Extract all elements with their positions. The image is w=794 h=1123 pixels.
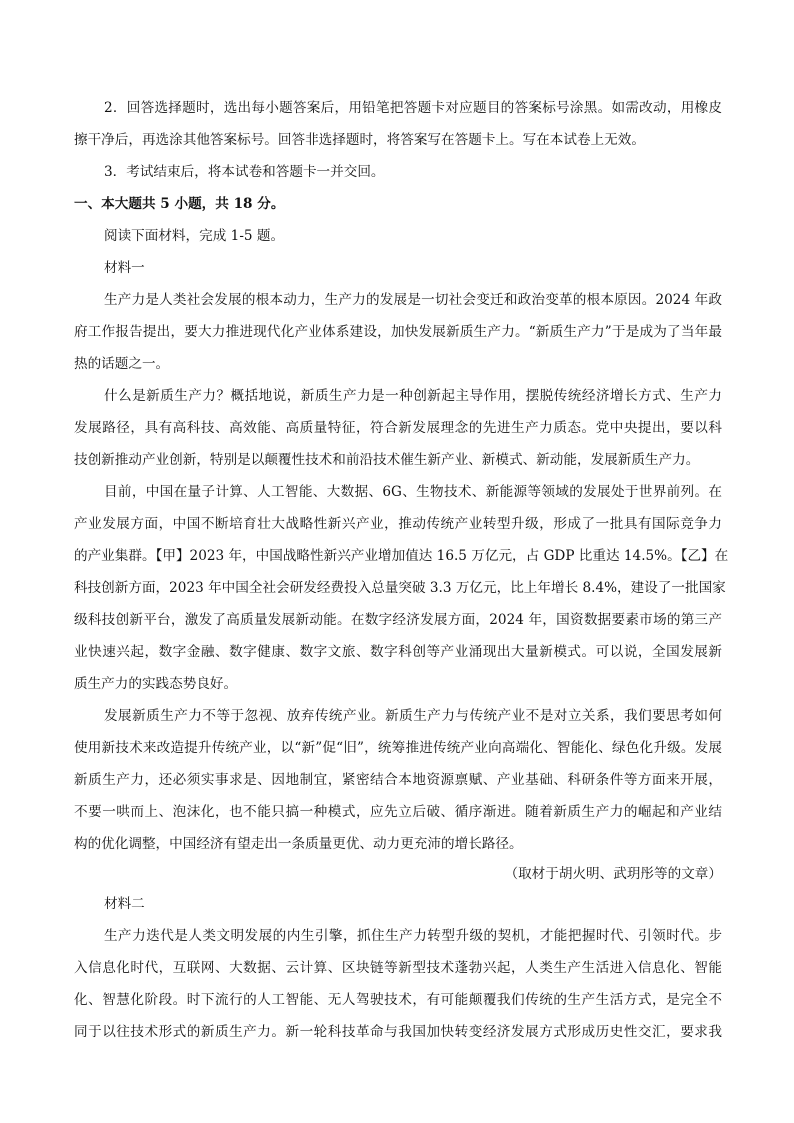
paragraph-line: 使用新技术来改造提升传统产业，以“新”促“旧”，统筹推进传统产业向高端化、智能化、绿色化升级。发展 xyxy=(74,740,722,756)
paragraph-line: 技创新推动产业创新，特别是以颠覆性技术和前沿技术催生新产业、新模式、新动能，发展新质生产力。 xyxy=(74,452,700,468)
paragraph-line: 业快速兴起，数字金融、数字健康、数字文旅、数字科创等产业涌现出大量新模式。可以说，全国发展新 xyxy=(74,644,722,660)
instruction-item-2-line-1: 2．回答选择题时，选出每小题答案后，用铅笔把答题卡对应题目的答案标号涂黑。如需改动，用橡皮 xyxy=(104,100,722,116)
paragraph-line: 不要一哄而上、泡沫化，也不能只搞一种模式，应先立后破、循序渐进。随着新质生产力的崛起和产业结 xyxy=(74,804,722,820)
paragraph-line: 府工作报告提出，要大力推进现代化产业体系建设，加快发展新质生产力。“新质生产力”于是成为了当年最 xyxy=(74,324,722,340)
paragraph-line: 生产力是人类社会发展的根本动力，生产力的发展是一切社会变迁和政治变革的根本原因。2024 年政 xyxy=(104,292,722,308)
material-two-label: 材料二 xyxy=(104,896,145,912)
paragraph-line: 质生产力的实践态势良好。 xyxy=(74,676,238,692)
paragraph-line: 发展新质生产力不等于忽视、放弃传统产业。新质生产力与传统产业不是对立关系，我们要思考如何 xyxy=(104,708,722,724)
paragraph-line: 生产力迭代是人类文明发展的内生引擎，抓住生产力转型升级的契机，才能把握时代、引领时代。步 xyxy=(104,928,722,944)
material-one-source: （取材于胡火明、武玥彤等的文章） xyxy=(504,866,722,882)
section-heading: 一、本大题共 5 小题，共 18 分。 xyxy=(74,196,285,212)
paragraph-line: 热的话题之一。 xyxy=(74,356,170,372)
reading-prompt: 阅读下面材料，完成 1-5 题。 xyxy=(104,228,285,244)
paragraph-line: 目前，中国在量子计算、人工智能、大数据、6G、生物技术、新能源等领域的发展处于世界前列。在 xyxy=(104,484,722,500)
paragraph-line: 新质生产力，还必须实事求是、因地制宜，紧密结合本地资源禀赋、产业基础、科研条件等方面来开展， xyxy=(74,772,722,788)
paragraph-line: 的产业集群。【甲】2023 年，中国战略性新兴产业增加值达 16.5 万亿元，占 GDP 比重达 14.5%。【乙】在 xyxy=(74,548,729,564)
paragraph-line: 入信息化时代，互联网、大数据、云计算、区块链等新型技术蓬勃兴起，人类生产生活进入信息化、智能 xyxy=(74,960,722,976)
paragraph-line: 级科技创新平台，激发了高质量发展新动能。在数字经济发展方面，2024 年，国资数据要素市场的第三产 xyxy=(74,612,722,628)
paragraph-line: 产业发展方面，中国不断培育壮大战略性新兴产业，推动传统产业转型升级，形成了一批具有国际竞争力 xyxy=(74,516,722,532)
paragraph-line: 同于以往技术形式的新质生产力。新一轮科技革命与我国加快转变经济发展方式形成历史性交汇，要求我 xyxy=(74,1024,722,1040)
instruction-item-3: 3．考试结束后，将本试卷和答题卡一并交回。 xyxy=(104,164,385,180)
instruction-item-2-line-2: 擦干净后，再选涂其他答案标号。回答非选择题时，将答案写在答题卡上。写在本试卷上无效。 xyxy=(74,132,645,148)
paragraph-line: 科技创新方面，2023 年中国全社会研发经费投入总量突破 3.3 万亿元，比上年增长 8.4%，建设了一批国家 xyxy=(74,580,726,596)
paragraph-line: 发展路径，具有高科技、高效能、高质量特征，符合新发展理念的先进生产力质态。党中央提出，要以科 xyxy=(74,420,722,436)
paragraph-line: 化、智慧化阶段。时下流行的人工智能、无人驾驶技术，有可能颠覆我们传统的生产生活方式，是完全不 xyxy=(74,992,722,1008)
paragraph-line: 什么是新质生产力？概括地说，新质生产力是一种创新起主导作用，摆脱传统经济增长方式、生产力 xyxy=(104,388,722,404)
material-one-label: 材料一 xyxy=(104,260,145,276)
paragraph-line: 构的优化调整，中国经济有望走出一条质量更优、动力更充沛的增长路径。 xyxy=(74,836,523,852)
